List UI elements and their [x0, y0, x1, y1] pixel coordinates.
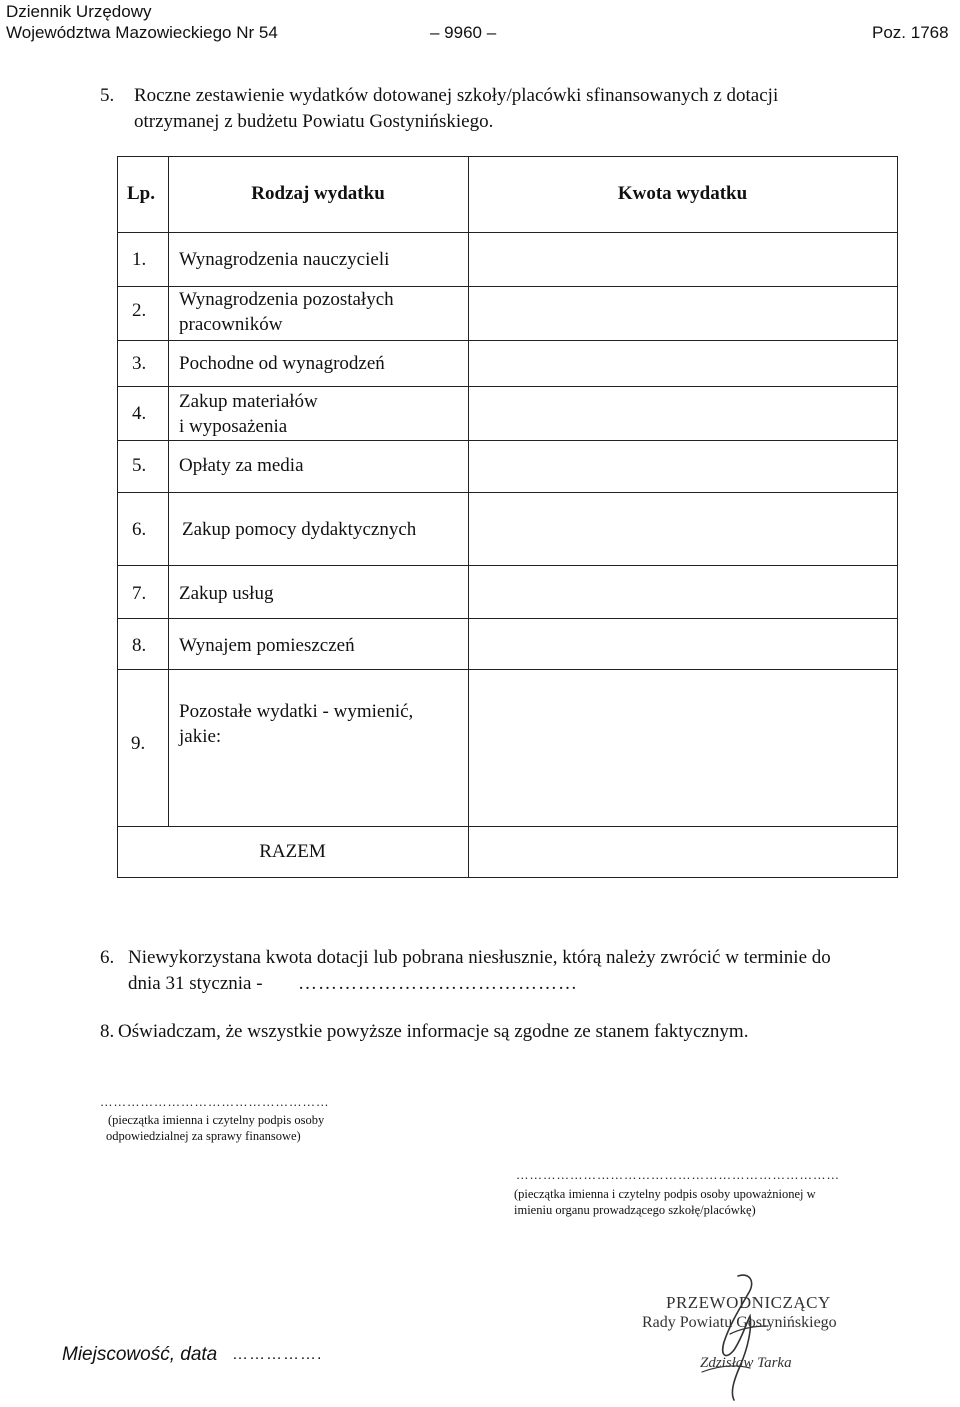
- section6-text-line1: Niewykorzystana kwota dotacji lub pobrana niesłusznie, którą należy zwrócić w terminie do: [128, 947, 831, 968]
- row8-lp: 8.: [132, 635, 147, 656]
- table-line-row2: [117, 340, 898, 341]
- table-col-lp-divider: [168, 156, 169, 826]
- row7-type: Zakup usług: [179, 583, 274, 604]
- total-label: RAZEM: [259, 841, 326, 862]
- section8-number: 8.: [100, 1021, 115, 1042]
- signature-left-caption-line2: odpowiedzialnej za sprawy finansowe): [106, 1129, 301, 1143]
- table-line-row7: [117, 618, 898, 619]
- row2-type-line1: Wynagrodzenia pozostałych: [179, 289, 394, 310]
- row8-type: Wynajem pomieszczeń: [179, 635, 355, 656]
- journal-name-line2: Województwa Mazowieckiego Nr 54: [6, 23, 278, 42]
- table-line-row3: [117, 386, 898, 387]
- table-border-top: [117, 156, 898, 157]
- header-expense-type: Rodzaj wydatku: [251, 183, 385, 204]
- place-date-label: Miejscowość, data: [62, 1344, 218, 1365]
- table-col-type-divider: [468, 156, 469, 878]
- table-line-header: [117, 232, 898, 233]
- row2-type-line2: pracowników: [179, 314, 283, 335]
- row5-lp: 5.: [132, 455, 147, 476]
- row3-type: Pochodne od wynagrodzeń: [179, 353, 385, 374]
- section5-text-line1: Roczne zestawienie wydatków dotowanej szkoły/placówki sfinansowanych z dotacji: [134, 85, 779, 106]
- row1-type: Wynagrodzenia nauczycieli: [179, 249, 390, 270]
- journal-name-line1: Dziennik Urzędowy: [6, 2, 152, 21]
- row6-lp: 6.: [132, 519, 147, 540]
- table-border-bottom: [117, 877, 898, 878]
- section6-text-line2: dnia 31 stycznia -: [128, 973, 263, 994]
- header-lp: Lp.: [127, 183, 155, 204]
- row7-lp: 7.: [132, 583, 147, 604]
- table-border-left: [117, 156, 118, 878]
- row3-lp: 3.: [132, 353, 147, 374]
- section8-text: Oświadczam, że wszystkie powyższe informacje są zgodne ze stanem faktycznym.: [118, 1021, 749, 1042]
- table-line-row5: [117, 492, 898, 493]
- section6-dots: ……………………………………: [298, 973, 578, 994]
- handwritten-signature-icon: [690, 1268, 800, 1406]
- table-line-row9: [117, 826, 898, 827]
- table-line-row4: [117, 440, 898, 441]
- table-line-row1: [117, 286, 898, 287]
- row4-type-line2: i wyposażenia: [179, 416, 288, 437]
- table-line-row6: [117, 565, 898, 566]
- signature-left-dots: ……………………………………………: [100, 1095, 330, 1109]
- row9-lp: 9.: [131, 733, 146, 754]
- stamp-title: PRZEWODNICZĄCY: [666, 1293, 831, 1312]
- page-number: – 9960 –: [430, 23, 497, 42]
- signature-right-caption-line2: imieniu organu prowadzącego szkołę/placówkę): [514, 1203, 756, 1217]
- position-number: Poz. 1768: [872, 23, 949, 42]
- stamp-name: Zdzisław Tarka: [700, 1355, 792, 1371]
- row6-type: Zakup pomocy dydaktycznych: [182, 519, 417, 540]
- table-border-right: [897, 156, 898, 878]
- row1-lp: 1.: [132, 249, 147, 270]
- expense-table: [117, 156, 898, 878]
- row9-type-line1: Pozostałe wydatki - wymienić,: [179, 701, 414, 722]
- section5-number: 5.: [100, 85, 115, 106]
- row5-type: Opłaty za media: [179, 455, 304, 476]
- signature-right-dots: ………………………………………………………………: [516, 1168, 840, 1182]
- header-amount: Kwota wydatku: [617, 183, 748, 204]
- row4-type-line1: Zakup materiałów: [179, 391, 318, 412]
- section5-text-line2: otrzymanej z budżetu Powiatu Gostynińskiego.: [134, 111, 494, 132]
- signature-right-caption-line1: (pieczątka imienna i czytelny podpis osoby upoważnionej w: [514, 1187, 816, 1201]
- place-date-dots: …………….: [232, 1346, 323, 1363]
- row4-lp: 4.: [132, 403, 147, 424]
- row2-lp: 2.: [132, 300, 147, 321]
- stamp-council: Rady Powiatu Gostynińskiego: [642, 1314, 837, 1331]
- section6-number: 6.: [100, 947, 115, 968]
- signature-left-caption-line1: (pieczątka imienna i czytelny podpis osoby: [108, 1113, 325, 1127]
- table-line-row8: [117, 669, 898, 670]
- row9-type-line2: jakie:: [179, 726, 222, 747]
